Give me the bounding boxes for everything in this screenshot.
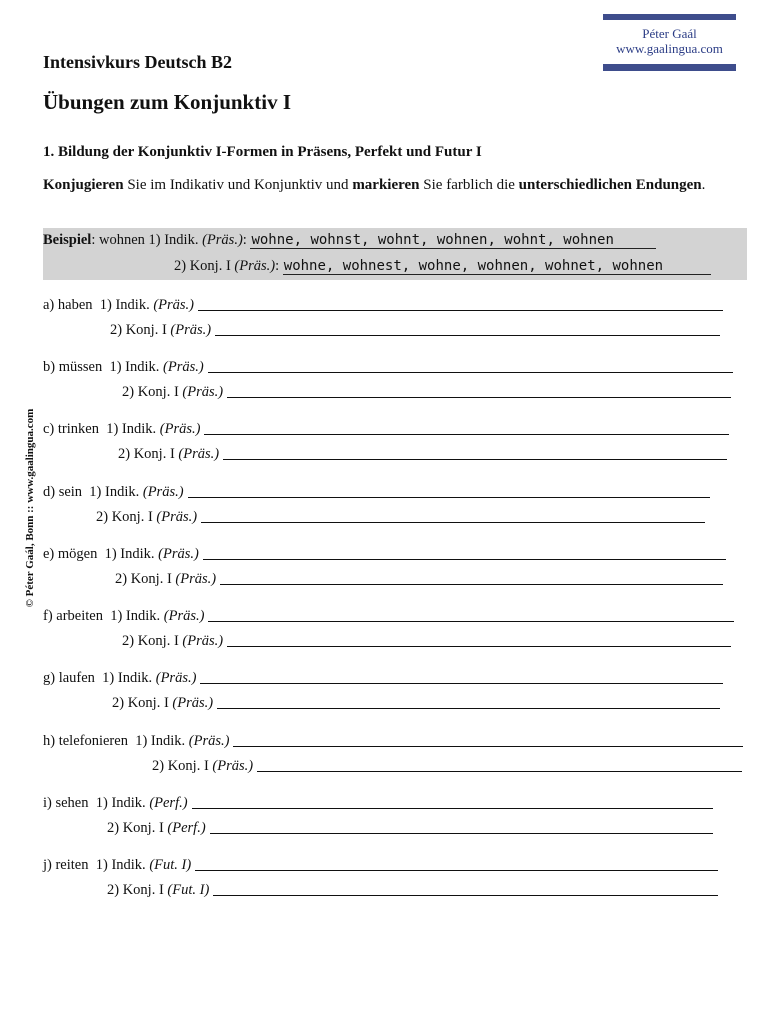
exercise-row-indik	[43, 543, 726, 563]
exercise-label: 2) Konj. I (Präs.)	[96, 509, 198, 525]
answer-line[interactable]	[203, 545, 726, 560]
exercise-row-konj	[122, 630, 731, 650]
exercise-row-indik	[43, 356, 733, 376]
section-heading: 1. Bildung der Konjunktiv I-Formen in Präsens, Perfekt und Futur I	[43, 144, 482, 160]
answer-line[interactable]	[210, 819, 713, 834]
logo-url[interactable]: www.gaalingua.com	[616, 41, 723, 56]
exercise-label: 2) Konj. I (Präs.)	[118, 446, 220, 462]
exercise-row-indik	[43, 294, 723, 314]
exercise-row-konj	[118, 443, 727, 463]
exercise-label: 2) Konj. I (Präs.)	[122, 384, 224, 400]
answer-line[interactable]	[208, 607, 734, 622]
answer-line[interactable]	[188, 483, 710, 498]
exercise-row-indik	[43, 792, 713, 812]
exercise-row-indik	[43, 730, 743, 750]
exercise-row-konj	[96, 506, 705, 526]
logo-name: Péter Gaál	[642, 26, 697, 41]
answer-line[interactable]	[227, 383, 731, 398]
exercise-row-konj	[110, 319, 720, 339]
logo-bar-top	[603, 14, 736, 20]
answer-line[interactable]	[198, 296, 723, 311]
exercise-row-konj	[122, 381, 731, 401]
exercise-label: g) laufen 1) Indik. (Präs.)	[43, 670, 197, 686]
exercise-row-indik	[43, 605, 734, 625]
exercise-label: 2) Konj. I (Präs.)	[110, 322, 212, 338]
example-box	[43, 228, 747, 280]
example-answer-1: wohne, wohnst, wohnt, wohnen, wohnt, wohnen	[250, 232, 656, 249]
answer-line[interactable]	[227, 632, 731, 647]
answer-line[interactable]	[223, 445, 727, 460]
instruction: Konjugieren Sie im Indikativ und Konjunktiv und markieren Sie farblich die unterschiedlichen Endungen.	[43, 177, 706, 193]
answer-line[interactable]	[257, 757, 742, 772]
example-line-2: 2) Konj. I (Präs.): wohne, wohnest, wohne, wohnen, wohnet, wohnen	[174, 258, 711, 275]
course-title: Intensivkurs Deutsch B2	[43, 52, 233, 72]
exercise-label: c) trinken 1) Indik. (Präs.)	[43, 421, 201, 437]
exercise-label: 2) Konj. I (Perf.)	[107, 820, 206, 836]
exercise-label: 2) Konj. I (Präs.)	[112, 695, 214, 711]
exercise-row-konj	[107, 879, 718, 899]
exercise-row-konj	[107, 817, 713, 837]
exercise-row-konj	[115, 568, 723, 588]
exercise-label: 2) Konj. I (Präs.)	[152, 758, 254, 774]
exercise-label: j) reiten 1) Indik. (Fut. I)	[43, 857, 192, 873]
answer-line[interactable]	[192, 794, 713, 809]
exercise-row-konj	[152, 755, 742, 775]
exercise-label: e) mögen 1) Indik. (Präs.)	[43, 546, 199, 562]
logo-bar-bottom	[603, 64, 736, 71]
exercise-label: b) müssen 1) Indik. (Präs.)	[43, 359, 204, 375]
exercise-label: h) telefonieren 1) Indik. (Präs.)	[43, 733, 230, 749]
answer-line[interactable]	[208, 358, 733, 373]
exercise-row-konj	[112, 692, 720, 712]
logo	[603, 14, 736, 72]
answer-line[interactable]	[213, 881, 718, 896]
example-line-1: Beispiel: wohnen 1) Indik. (Präs.): wohne, wohnst, wohnt, wohnen, wohnt, wohnen	[43, 232, 656, 249]
page-title: Übungen zum Konjunktiv I	[43, 90, 291, 114]
exercise-label: d) sein 1) Indik. (Präs.)	[43, 484, 184, 500]
answer-line[interactable]	[215, 321, 720, 336]
answer-line[interactable]	[200, 669, 723, 684]
answer-line[interactable]	[195, 856, 718, 871]
exercise-row-indik	[43, 418, 729, 438]
exercise-row-indik	[43, 854, 718, 874]
example-answer-2: wohne, wohnest, wohne, wohnen, wohnet, wohnen	[283, 258, 711, 275]
exercise-row-indik	[43, 481, 710, 501]
answer-line[interactable]	[204, 420, 729, 435]
exercise-label: f) arbeiten 1) Indik. (Präs.)	[43, 608, 205, 624]
exercise-label: 2) Konj. I (Präs.)	[115, 571, 217, 587]
answer-line[interactable]	[220, 570, 723, 585]
answer-line[interactable]	[233, 732, 743, 747]
exercise-row-indik	[43, 667, 723, 687]
answer-line[interactable]	[201, 508, 705, 523]
exercise-label: 2) Konj. I (Fut. I)	[107, 882, 210, 898]
answer-line[interactable]	[217, 694, 720, 709]
exercise-label: i) sehen 1) Indik. (Perf.)	[43, 795, 188, 811]
exercise-label: a) haben 1) Indik. (Präs.)	[43, 297, 195, 313]
exercise-label: 2) Konj. I (Präs.)	[122, 633, 224, 649]
